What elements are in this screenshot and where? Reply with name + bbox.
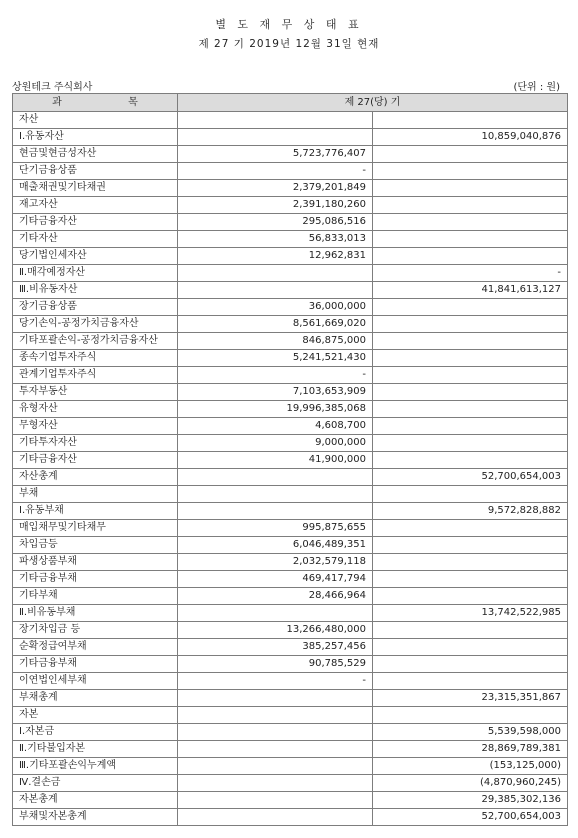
- account-header-b: 목: [128, 96, 138, 108]
- detail-amount: [178, 112, 373, 129]
- table-row: [13, 537, 568, 554]
- account-label: Ⅰ.자본금: [13, 724, 178, 741]
- detail-amount: 9,000,000: [178, 435, 373, 452]
- detail-amount: 995,875,655: [178, 520, 373, 537]
- detail-amount: 6,046,489,351: [178, 537, 373, 554]
- account-label: Ⅲ.기타포괄손익누계액: [13, 758, 178, 775]
- table-row: [13, 180, 568, 197]
- detail-amount: [178, 690, 373, 707]
- table-row: [13, 316, 568, 333]
- table-row: [13, 690, 568, 707]
- total-amount: [373, 180, 568, 197]
- table-row: [13, 231, 568, 248]
- table-row: [13, 418, 568, 435]
- total-amount: (153,125,000): [373, 758, 568, 775]
- account-label: 기타금융자산: [13, 214, 178, 231]
- total-amount: [373, 112, 568, 129]
- detail-amount: [178, 775, 373, 792]
- table-row: [13, 741, 568, 758]
- table-row: [13, 724, 568, 741]
- detail-amount: 13,266,480,000: [178, 622, 373, 639]
- total-amount: 52,700,654,003: [373, 469, 568, 486]
- detail-amount: 2,032,579,118: [178, 554, 373, 571]
- detail-amount: [178, 265, 373, 282]
- total-amount: [373, 673, 568, 690]
- detail-amount: 8,561,669,020: [178, 316, 373, 333]
- account-label: 기타금융자산: [13, 452, 178, 469]
- table-row: [13, 469, 568, 486]
- total-amount: [373, 656, 568, 673]
- total-amount: [373, 707, 568, 724]
- detail-amount: [178, 724, 373, 741]
- table-row: [13, 435, 568, 452]
- table-row: [13, 673, 568, 690]
- account-label: 장기차입금 등: [13, 622, 178, 639]
- table-row: [13, 775, 568, 792]
- table-header-row: [13, 94, 568, 112]
- table-row: [13, 197, 568, 214]
- table-row: [13, 112, 568, 129]
- total-amount: [373, 588, 568, 605]
- account-label: 당기손익-공정가치금융자산: [13, 316, 178, 333]
- table-row: [13, 384, 568, 401]
- total-amount: [373, 571, 568, 588]
- account-label: 유형자산: [13, 401, 178, 418]
- total-amount: 10,859,040,876: [373, 129, 568, 146]
- table-row: [13, 554, 568, 571]
- detail-amount: [178, 282, 373, 299]
- detail-amount: 56,833,013: [178, 231, 373, 248]
- table-row: [13, 486, 568, 503]
- detail-amount: [178, 129, 373, 146]
- total-amount: [373, 384, 568, 401]
- account-header-a: 과: [52, 96, 62, 108]
- detail-amount: 5,723,776,407: [178, 146, 373, 163]
- detail-amount: [178, 792, 373, 809]
- table-row: [13, 129, 568, 146]
- table-row: [13, 622, 568, 639]
- document-subtitle: 제 27 기 2019년 12월 31일 현재: [198, 38, 380, 50]
- table-row: [13, 758, 568, 775]
- total-amount: 13,742,522,985: [373, 605, 568, 622]
- table-row: [13, 707, 568, 724]
- detail-amount: 90,785,529: [178, 656, 373, 673]
- total-amount: [373, 367, 568, 384]
- detail-amount: [178, 741, 373, 758]
- balance-sheet-table: [12, 93, 568, 826]
- unit-label: (단위 : 원): [513, 82, 560, 93]
- total-amount: [373, 197, 568, 214]
- detail-amount: [178, 758, 373, 775]
- table-row: [13, 520, 568, 537]
- detail-amount: 2,379,201,849: [178, 180, 373, 197]
- account-label: 기타부채: [13, 588, 178, 605]
- account-label: 자산: [13, 112, 178, 129]
- account-label: 기타자산: [13, 231, 178, 248]
- detail-amount: 2,391,180,260: [178, 197, 373, 214]
- table-row: [13, 809, 568, 826]
- account-label: 매입채무및기타채무: [13, 520, 178, 537]
- total-amount: 23,315,351,867: [373, 690, 568, 707]
- account-label: Ⅲ.비유동자산: [13, 282, 178, 299]
- detail-amount: -: [178, 673, 373, 690]
- total-amount: [373, 418, 568, 435]
- total-amount: 5,539,598,000: [373, 724, 568, 741]
- account-label: Ⅰ.유동자산: [13, 129, 178, 146]
- total-amount: [373, 520, 568, 537]
- account-label: 기타금융부채: [13, 656, 178, 673]
- account-label: 자산총계: [13, 469, 178, 486]
- table-row: [13, 163, 568, 180]
- total-amount: [373, 163, 568, 180]
- account-label: 현금및현금성자산: [13, 146, 178, 163]
- table-row: [13, 367, 568, 384]
- total-amount: [373, 435, 568, 452]
- table-row: [13, 401, 568, 418]
- account-label: Ⅱ.매각예정자산: [13, 265, 178, 282]
- total-amount: 28,869,789,381: [373, 741, 568, 758]
- detail-amount: [178, 809, 373, 826]
- detail-amount: 36,000,000: [178, 299, 373, 316]
- account-label: 단기금융상품: [13, 163, 178, 180]
- total-amount: [373, 316, 568, 333]
- table-row: [13, 639, 568, 656]
- detail-amount: [178, 605, 373, 622]
- detail-amount: [178, 469, 373, 486]
- detail-amount: 385,257,456: [178, 639, 373, 656]
- detail-amount: [178, 486, 373, 503]
- table-row: [13, 571, 568, 588]
- account-label: 무형자산: [13, 418, 178, 435]
- total-amount: [373, 639, 568, 656]
- table-row: [13, 146, 568, 163]
- detail-amount: 19,996,385,068: [178, 401, 373, 418]
- detail-amount: -: [178, 367, 373, 384]
- detail-amount: [178, 707, 373, 724]
- account-label: Ⅳ.결손금: [13, 775, 178, 792]
- total-amount: [373, 554, 568, 571]
- total-amount: [373, 486, 568, 503]
- table-row: [13, 350, 568, 367]
- table-row: [13, 588, 568, 605]
- account-label: 관계기업투자주식: [13, 367, 178, 384]
- account-label: 기타금융부채: [13, 571, 178, 588]
- total-amount: [373, 622, 568, 639]
- total-amount: 52,700,654,003: [373, 809, 568, 826]
- table-row: [13, 299, 568, 316]
- account-label: 순확정급여부채: [13, 639, 178, 656]
- account-header: [13, 94, 178, 112]
- table-row: [13, 265, 568, 282]
- total-amount: [373, 350, 568, 367]
- total-amount: [373, 401, 568, 418]
- detail-amount: [178, 503, 373, 520]
- account-label: 기타포괄손익-공정가치금융자산: [13, 333, 178, 350]
- table-row: [13, 656, 568, 673]
- total-amount: [373, 146, 568, 163]
- table-row: [13, 248, 568, 265]
- account-label: 파생상품부채: [13, 554, 178, 571]
- table-row: [13, 503, 568, 520]
- account-label: 종속기업투자주식: [13, 350, 178, 367]
- total-amount: [373, 333, 568, 350]
- company-name: 상원테크 주식회사: [12, 82, 93, 93]
- account-label: 부채: [13, 486, 178, 503]
- total-amount: 29,385,302,136: [373, 792, 568, 809]
- detail-amount: 469,417,794: [178, 571, 373, 588]
- account-label: 차입금등: [13, 537, 178, 554]
- account-label: 당기법인세자산: [13, 248, 178, 265]
- account-label: 장기금융상품: [13, 299, 178, 316]
- total-amount: [373, 231, 568, 248]
- table-row: [13, 333, 568, 350]
- document-title: 별 도 재 무 상 태 표: [215, 18, 363, 31]
- table-row: [13, 605, 568, 622]
- account-label: 이연법인세부채: [13, 673, 178, 690]
- account-label: 자본: [13, 707, 178, 724]
- detail-amount: 28,466,964: [178, 588, 373, 605]
- account-label: 부채총계: [13, 690, 178, 707]
- table-row: [13, 214, 568, 231]
- detail-amount: 12,962,831: [178, 248, 373, 265]
- total-amount: [373, 299, 568, 316]
- account-label: 자본총계: [13, 792, 178, 809]
- account-label: 매출채권및기타채권: [13, 180, 178, 197]
- account-label: Ⅱ.기타불입자본: [13, 741, 178, 758]
- account-label: 기타투자자산: [13, 435, 178, 452]
- account-label: Ⅱ.비유동부채: [13, 605, 178, 622]
- table-row: [13, 282, 568, 299]
- account-label: 부채및자본총계: [13, 809, 178, 826]
- total-amount: [373, 537, 568, 554]
- detail-amount: 41,900,000: [178, 452, 373, 469]
- total-amount: (4,870,960,245): [373, 775, 568, 792]
- period-header: 제 27(당) 기: [178, 94, 568, 112]
- detail-amount: 295,086,516: [178, 214, 373, 231]
- account-label: 투자부동산: [13, 384, 178, 401]
- total-amount: 41,841,613,127: [373, 282, 568, 299]
- total-amount: -: [373, 265, 568, 282]
- detail-amount: 4,608,700: [178, 418, 373, 435]
- total-amount: [373, 214, 568, 231]
- account-label: 재고자산: [13, 197, 178, 214]
- account-label: Ⅰ.유동부채: [13, 503, 178, 520]
- total-amount: 9,572,828,882: [373, 503, 568, 520]
- detail-amount: 5,241,521,430: [178, 350, 373, 367]
- detail-amount: 846,875,000: [178, 333, 373, 350]
- table-body: [13, 112, 568, 826]
- table-row: [13, 452, 568, 469]
- total-amount: [373, 248, 568, 265]
- table-row: [13, 792, 568, 809]
- total-amount: [373, 452, 568, 469]
- detail-amount: -: [178, 163, 373, 180]
- detail-amount: 7,103,653,909: [178, 384, 373, 401]
